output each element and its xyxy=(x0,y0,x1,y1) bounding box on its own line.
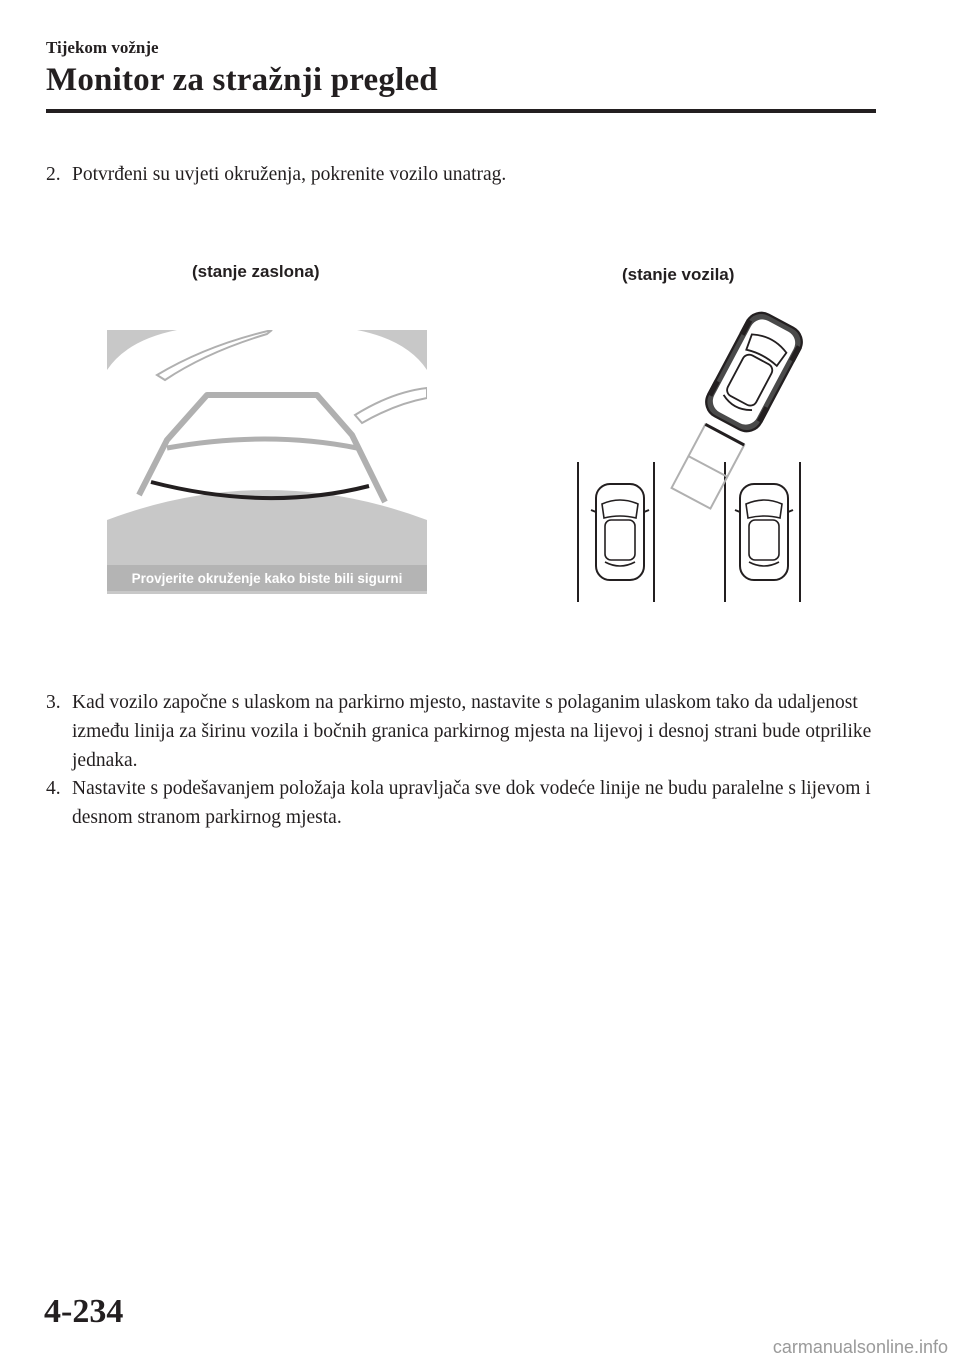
section-label: Tijekom vožnje xyxy=(46,38,159,57)
step-text: Nastavite s podešavanjem položaja kola upravljača sve dok vodeće linije ne budu paralelne s lijevom i desnom stranom parkirnog mjesta. xyxy=(72,778,871,828)
rear-monitor-screen xyxy=(107,330,427,594)
caption-screen-state: (stanje zaslona) xyxy=(192,262,320,281)
step-text: Kad vozilo započne s ulaskom na parkirno mjesto, nastavite s polaganim ulaskom tako da udaljenost između linija za širinu vozila i bočnih granica parkirnog mjesta na lijevoj i desnoj strani bude otprilike jednaka. xyxy=(72,692,872,771)
warning-banner-text: Provjerite okruženje kako biste bili sigurni xyxy=(131,571,403,586)
step-text: Potvrđeni su uvjeti okruženja, pokrenite vozilo unatrag. xyxy=(72,164,507,185)
step-number: 2. xyxy=(46,164,61,185)
guide-projection xyxy=(672,424,745,508)
vehicle-state-diagram xyxy=(568,290,838,610)
parked-car-right xyxy=(735,484,793,580)
page-number: 4-234 xyxy=(44,1293,124,1330)
page-title: Monitor za stražnji pregled xyxy=(46,62,438,98)
step-number: 3. xyxy=(46,692,61,713)
caption-vehicle-state: (stanje vozila) xyxy=(622,265,735,284)
reversing-car xyxy=(700,307,809,438)
parked-car-left xyxy=(591,484,649,580)
title-rule xyxy=(46,109,876,113)
step-number: 4. xyxy=(46,778,61,799)
watermark: carmanualsonline.info xyxy=(772,1337,948,1357)
